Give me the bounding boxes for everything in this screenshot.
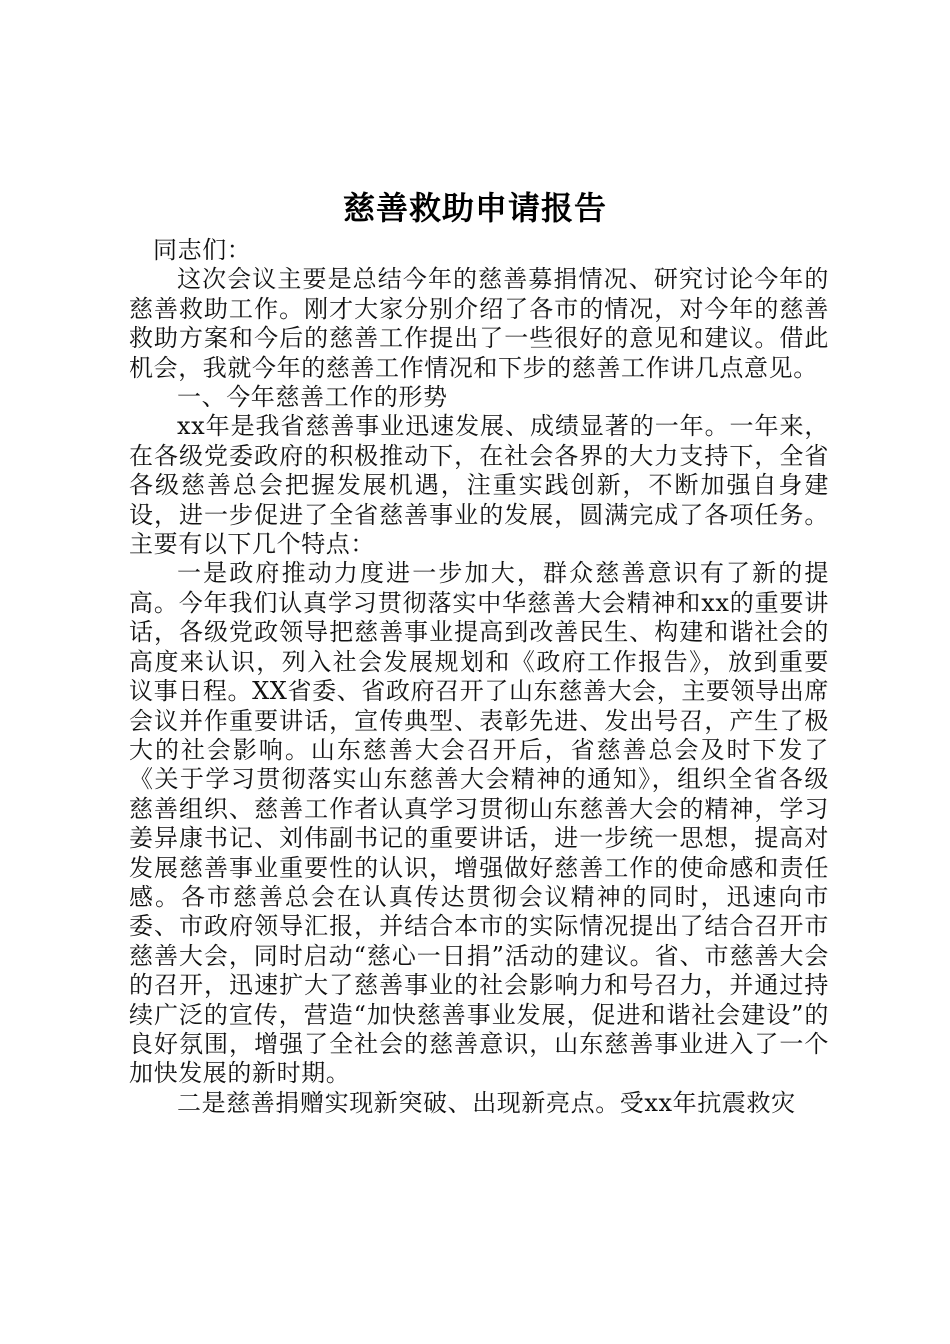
document-body: [129, 236, 829, 1118]
section-heading-1: 一、今年慈善工作的形势: [177, 383, 448, 412]
paragraph-point-1: 一是政府推动力度进一步加大，群众慈善意识有了新的提高。今年我们认真学习贯彻落实中华慈善大会精神和xx的重要讲话，各级党政领导把慈善事业提高到改善民生、构建和谐社会的高度来认识，列入社会发展规划和《政府工作报告》，放到重要议事日程。XX省委、省政府召开了山东慈善大会，主要领导出席会议并作重要讲话，宣传典型、表彰先进、发出号召，产生了极大的社会影响。山东慈善大会召开后，省慈善总会及时下发了《关于学习贯彻落实山东慈善大会精神的通知》，组织全省各级慈善组织、慈善工作者认真学习贯彻山东慈善大会的精神，学习姜异康书记、刘伟副书记的重要讲话，进一步统一思想，提高对发展慈善事业重要性的认识，增强做好慈善工作的使命感和责任感。各市慈善总会在认真传达贯彻会议精神的同时，迅速向市委、市政府领导汇报，并结合本市的实际情况提出了结合召开市慈善大会，同时启动“慈心一日捐”活动的建议。省、市慈善大会的召开，迅速扩大了慈善事业的社会影响力和号召力，并通过持续广泛的宣传，营造“加快慈善事业发展，促进和谐社会建设”的良好氛围，增强了全社会的慈善意识，山东慈善事业进入了一个加快发展的新时期。: [129, 559, 829, 1088]
paragraph-point-2: 二是慈善捐赠实现新突破、出现新亮点。受xx年抗震救灾: [177, 1088, 796, 1117]
salutation: 同志们：: [153, 236, 252, 264]
paragraph-overview: xx年是我省慈善事业迅速发展、成绩显著的一年。一年来，在各级党委政府的积极推动下，在社会各界的大力支持下，全省各级慈善总会把握发展机遇，注重实践创新，不断加强自身建设，进一步促进了全省慈善事业的发展，圆满完成了各项任务。主要有以下几个特点：: [129, 412, 829, 559]
document-title: 慈善救助申请报告: [342, 189, 607, 227]
paragraph-intro: 这次会议主要是总结今年的慈善募捐情况、研究讨论今年的慈善救助工作。刚才大家分别介绍了各市的情况，对今年的慈善救助方案和今后的慈善工作提出了一些很好的意见和建议。借此机会，我就今年的慈善工作情况和下步的慈善工作讲几点意见。: [129, 265, 829, 382]
